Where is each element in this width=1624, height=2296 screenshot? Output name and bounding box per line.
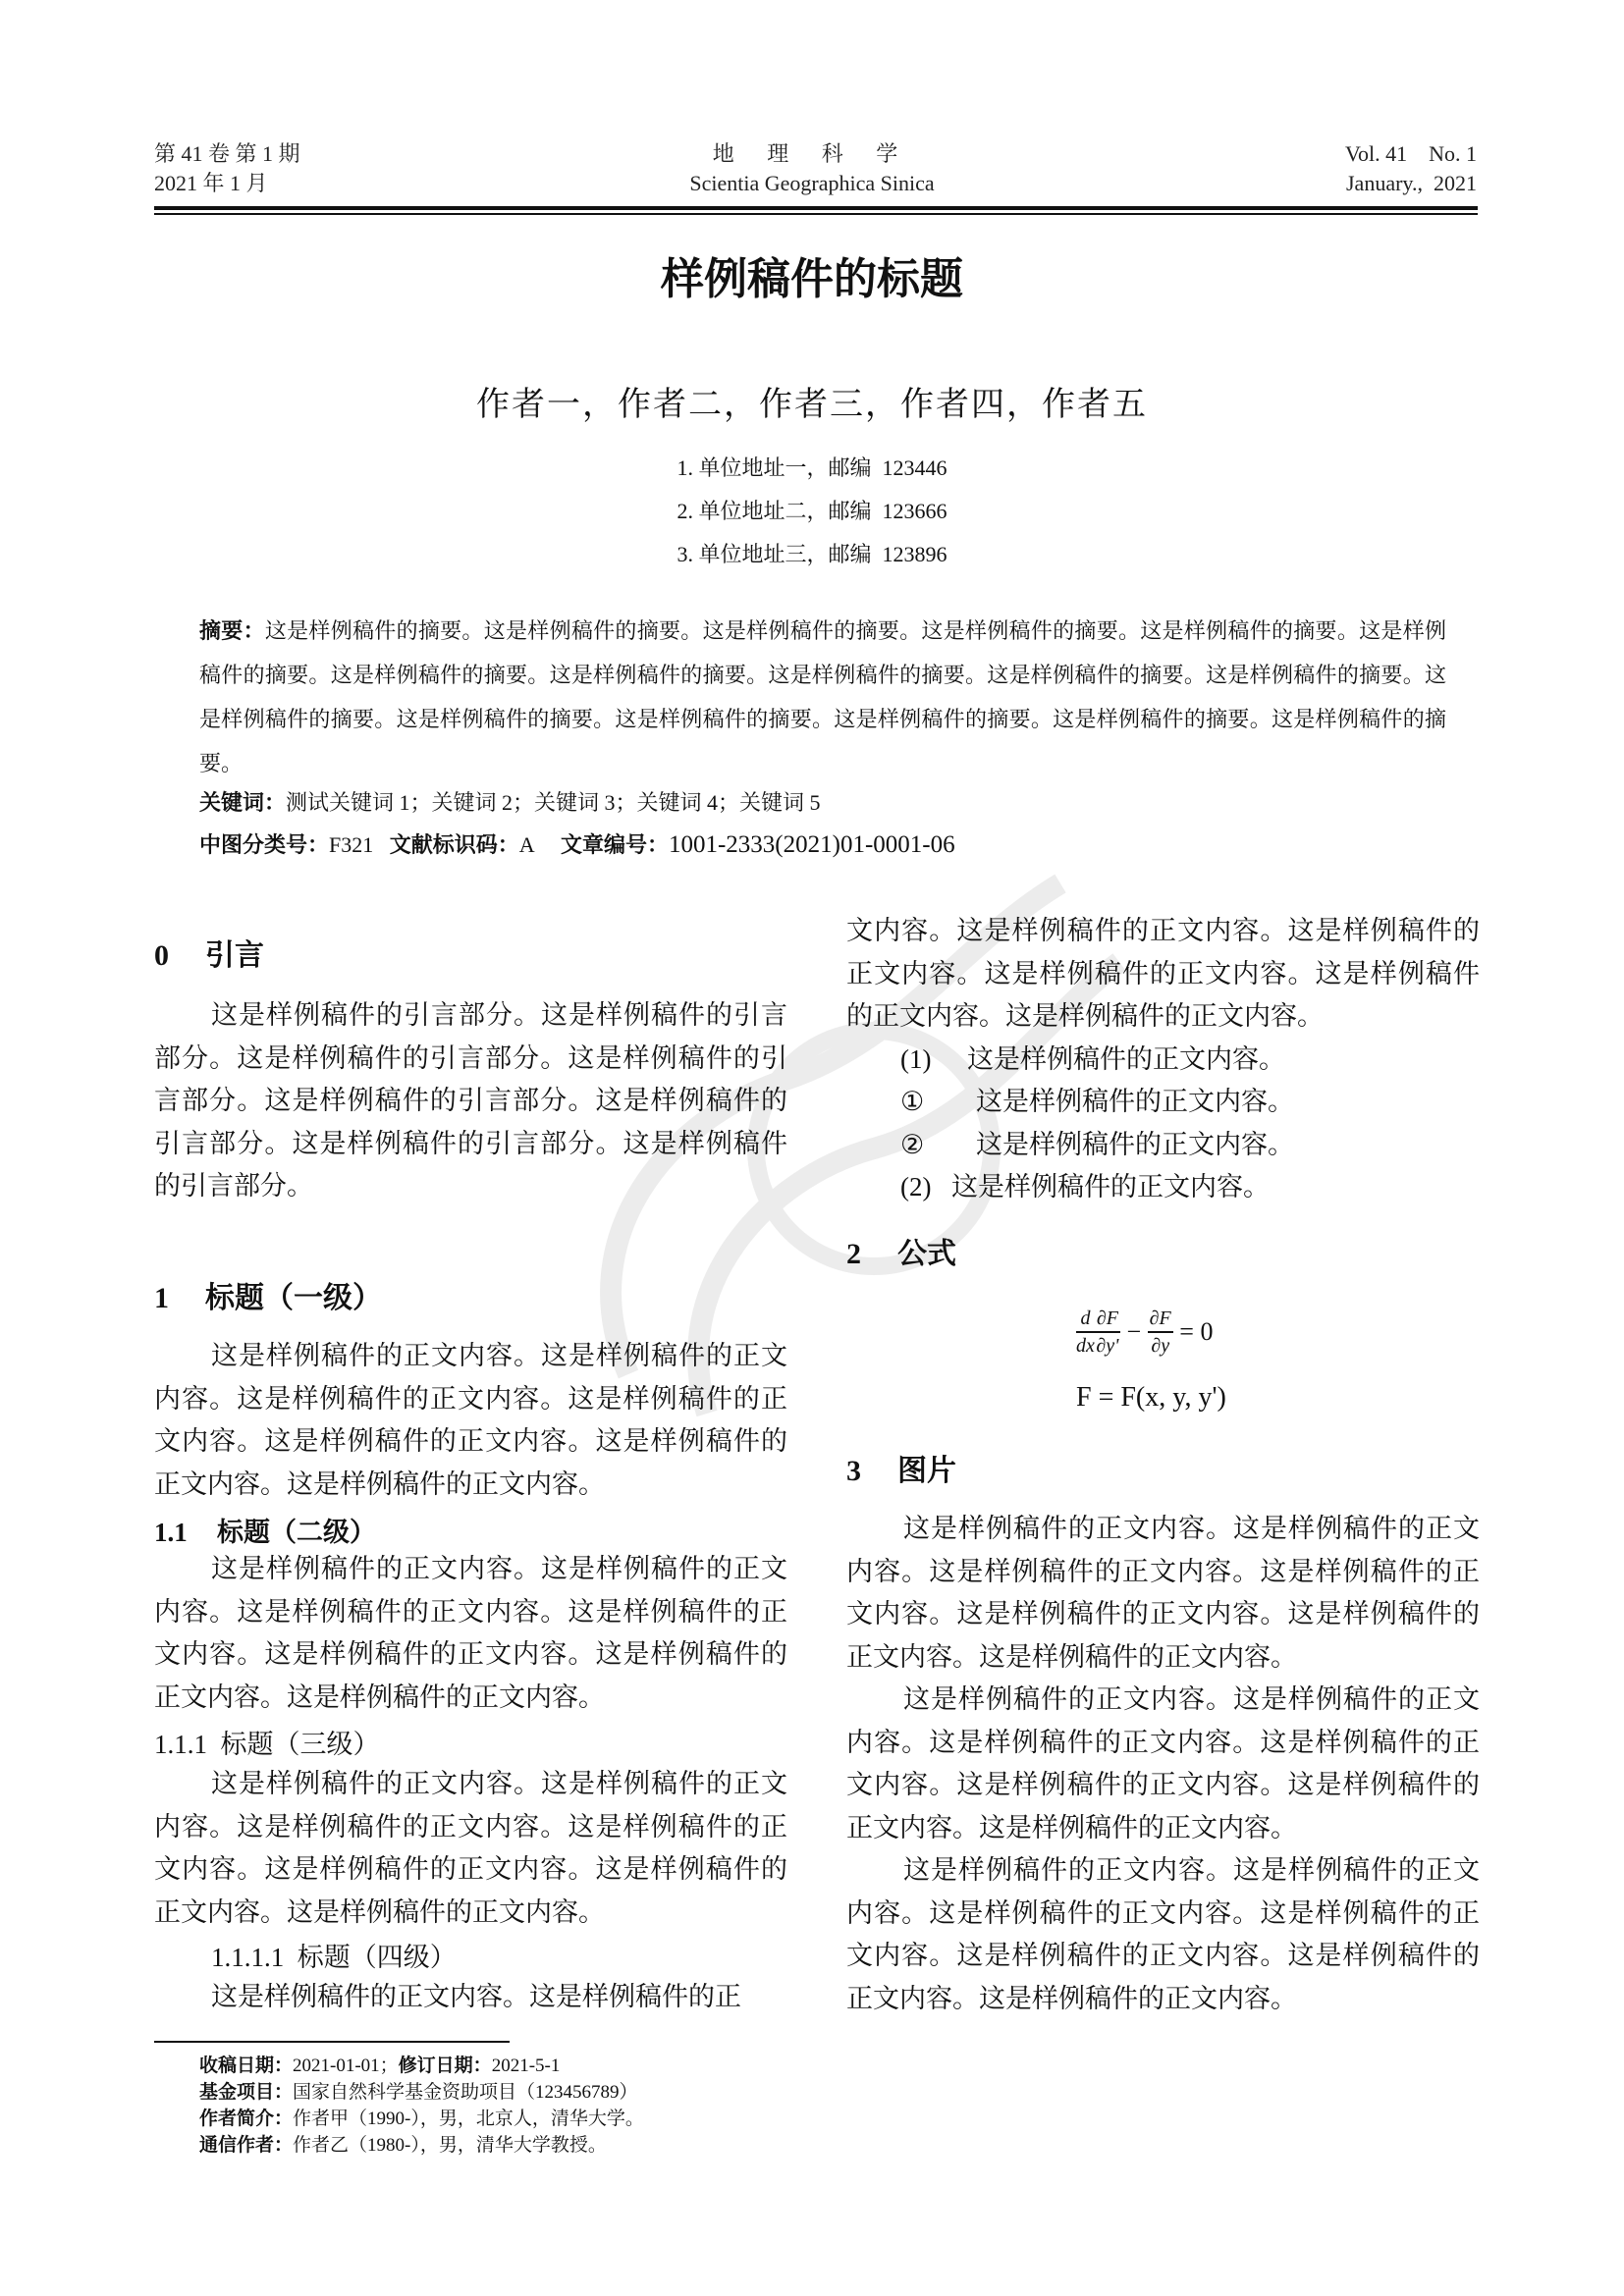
list-text: 这是样例稿件的正文内容。 xyxy=(951,1172,1270,1201)
fund-label: 基金项目： xyxy=(199,2082,294,2103)
intro-paragraph: 这是样例稿件的引言部分。这是样例稿件的引言部分。这是样例稿件的引言部分。这是样例稿件的引言部分。这是样例稿件的引言部分。这是样例稿件的引言部分。这是样例稿件的引言部分。这是样例稿件的引言部分。 xyxy=(154,1000,787,1201)
section-1-1-heading xyxy=(154,1511,376,1549)
fraction: $\frac{\partial F}{\partial y'}$ xyxy=(1096,1308,1119,1357)
section-3-paragraph: 这是样例稿件的正文内容。这是样例稿件的正文内容。这是样例稿件的正文内容。这是样例稿件的正文内容。这是样例稿件的正文内容。这是样例稿件的正文内容。这是样例稿件的正文内容。 xyxy=(846,1514,1480,1672)
equation-rhs: = 0 xyxy=(1179,1317,1214,1346)
fraction: $\frac{d}{dx}$ xyxy=(1076,1308,1095,1357)
footnote-dates xyxy=(199,2054,560,2078)
section-title: 标题（一级） xyxy=(205,1282,382,1314)
revised-value: 2021-5-1 xyxy=(491,2056,561,2076)
section-1-1-paragraph: 这是样例稿件的正文内容。这是样例稿件的正文内容。这是样例稿件的正文内容。这是样例稿件的正文内容。这是样例稿件的正文内容。这是样例稿件的正文内容。这是样例稿件的正文内容。 xyxy=(154,1554,787,1712)
received-value: 2021-01-01； xyxy=(293,2056,399,2076)
header-rule-thick xyxy=(154,206,1478,210)
issue-info-en xyxy=(1345,139,1477,198)
keywords-label: 关键词： xyxy=(199,790,287,815)
list-marker: (2) xyxy=(900,1172,932,1201)
list-marker: ② xyxy=(900,1130,925,1159)
list-text: 这是样例稿件的正文内容。 xyxy=(976,1130,1294,1159)
article-no-label: 文章编号： xyxy=(560,832,669,857)
list-item xyxy=(900,1039,1285,1082)
section-1-paragraph: 这是样例稿件的正文内容。这是样例稿件的正文内容。这是样例稿件的正文内容。这是样例稿件的正文内容。这是样例稿件的正文内容。这是样例稿件的正文内容。这是样例稿件的正文内容。 xyxy=(154,1341,787,1499)
section-number: 3 xyxy=(846,1455,861,1487)
fund-value: 国家自然科学基金资助项目（123456789） xyxy=(293,2082,638,2103)
paper-title: 样例稿件的标题 xyxy=(661,255,963,303)
journal-name-en: Scientia Geographica Sinica xyxy=(689,171,935,195)
section-number: 1 xyxy=(154,1282,169,1314)
equation-function-def: F = F(x, y, y') xyxy=(1076,1382,1226,1413)
corr-value: 作者乙（1980-），男，清华大学教授。 xyxy=(293,2135,607,2156)
revised-label: 修订日期： xyxy=(398,2056,492,2076)
affiliation-3: 3. 单位地址三，邮编 123896 xyxy=(677,542,947,566)
clc-label: 中图分类号： xyxy=(199,832,330,857)
section-0-heading xyxy=(154,931,264,974)
section-3-paragraph: 这是样例稿件的正文内容。这是样例稿件的正文内容。这是样例稿件的正文内容。这是样例稿件的正文内容。这是样例稿件的正文内容。这是样例稿件的正文内容。这是样例稿件的正文内容。 xyxy=(846,1855,1480,2013)
author-list: 作者一，作者二，作者三，作者四，作者五 xyxy=(476,387,1148,423)
list-text: 这是样例稿件的正文内容。 xyxy=(976,1087,1294,1116)
keywords xyxy=(199,788,1446,818)
clc-value: F321 xyxy=(329,832,374,857)
classification-line xyxy=(199,830,1446,860)
corr-label: 通信作者： xyxy=(199,2135,294,2156)
list-item xyxy=(900,1081,1294,1124)
list-item xyxy=(900,1166,1270,1209)
footnote-rule xyxy=(154,2041,510,2043)
abstract xyxy=(199,609,1446,785)
article-no-value: 1001-2333(2021)01-0001-06 xyxy=(668,831,955,858)
list-marker: ① xyxy=(900,1087,925,1116)
list-marker: (1) xyxy=(900,1044,932,1074)
doc-code-label: 文献标识码： xyxy=(389,832,519,857)
section-2-heading xyxy=(846,1229,956,1272)
section-title: 引言 xyxy=(205,939,264,972)
fraction: $\frac{\partial F}{\partial y}$ xyxy=(1149,1308,1171,1357)
footnote-fund xyxy=(199,2080,638,2105)
continued-paragraph: 文内容。这是样例稿件的正文内容。这是样例稿件的正文内容。这是样例稿件的正文内容。这是样例稿件的正文内容。这是样例稿件的正文内容。 xyxy=(846,916,1480,1031)
section-3-heading xyxy=(846,1446,956,1489)
section-1-1-1-1-paragraph: 这是样例稿件的正文内容。这是样例稿件的正 xyxy=(211,1982,741,2011)
section-title: 公式 xyxy=(897,1238,956,1270)
received-label: 收稿日期： xyxy=(199,2056,294,2076)
section-title: 图片 xyxy=(897,1455,956,1487)
section-number: 0 xyxy=(154,939,169,972)
section-1-1-1-paragraph: 这是样例稿件的正文内容。这是样例稿件的正文内容。这是样例稿件的正文内容。这是样例稿件的正文内容。这是样例稿件的正文内容。这是样例稿件的正文内容。这是样例稿件的正文内容。 xyxy=(154,1769,787,1927)
abstract-label: 摘要： xyxy=(199,618,265,643)
affiliation-2: 2. 单位地址二，邮编 123666 xyxy=(677,499,947,523)
section-title: 标题（二级） xyxy=(217,1518,376,1547)
footnote-corresponding-author xyxy=(199,2133,607,2158)
footnote-author-bio xyxy=(199,2107,644,2131)
section-number: 2 xyxy=(846,1238,861,1270)
section-1-1-1-1-heading: 1.1.1.1 标题（四级） xyxy=(211,1943,457,1972)
equation-euler-lagrange xyxy=(1076,1306,1213,1359)
section-number: 1.1 xyxy=(154,1518,188,1547)
list-item xyxy=(900,1124,1294,1167)
list-text: 这是样例稿件的正文内容。 xyxy=(967,1044,1285,1074)
abstract-text: 这是样例稿件的摘要。这是样例稿件的摘要。这是样例稿件的摘要。这是样例稿件的摘要。这是样例稿件的摘要。这是样例稿件的摘要。这是样例稿件的摘要。这是样例稿件的摘要。这是样例稿件的摘要。这是样例稿件的摘要。这是样例稿件的摘要。这是样例稿件的摘要。这是样例稿件的摘要。这是样例稿件的摘要。这是样例稿件的摘要。这是样例稿件的摘要。这是样例稿件的摘要。 xyxy=(199,618,1446,775)
volume-issue-en: Vol. 41 No. 1 xyxy=(1344,141,1477,166)
section-1-1-1-heading: 1.1.1 标题（三级） xyxy=(154,1730,380,1759)
volume-issue: 第 41 卷 第 1 期 xyxy=(154,141,300,166)
affiliation-1: 1. 单位地址一，邮编 123446 xyxy=(677,455,947,480)
minus-sign: − xyxy=(1126,1317,1142,1346)
issue-date: 2021 年 1 月 xyxy=(154,171,268,195)
issue-date-en: January., 2021 xyxy=(1346,171,1477,195)
journal-name-cn: 地 理 科 学 xyxy=(712,141,912,166)
header-rule-thin xyxy=(154,213,1478,215)
keywords-text: 测试关键词 1；关键词 2；关键词 3；关键词 4；关键词 5 xyxy=(286,790,821,815)
bio-value: 作者甲（1990-），男，北京人，清华大学。 xyxy=(293,2109,644,2129)
doc-code-value: A xyxy=(518,832,534,857)
bio-label: 作者简介： xyxy=(199,2109,294,2129)
section-1-heading xyxy=(154,1273,382,1316)
section-3-paragraph: 这是样例稿件的正文内容。这是样例稿件的正文内容。这是样例稿件的正文内容。这是样例稿件的正文内容。这是样例稿件的正文内容。这是样例稿件的正文内容。这是样例稿件的正文内容。 xyxy=(846,1684,1480,1842)
